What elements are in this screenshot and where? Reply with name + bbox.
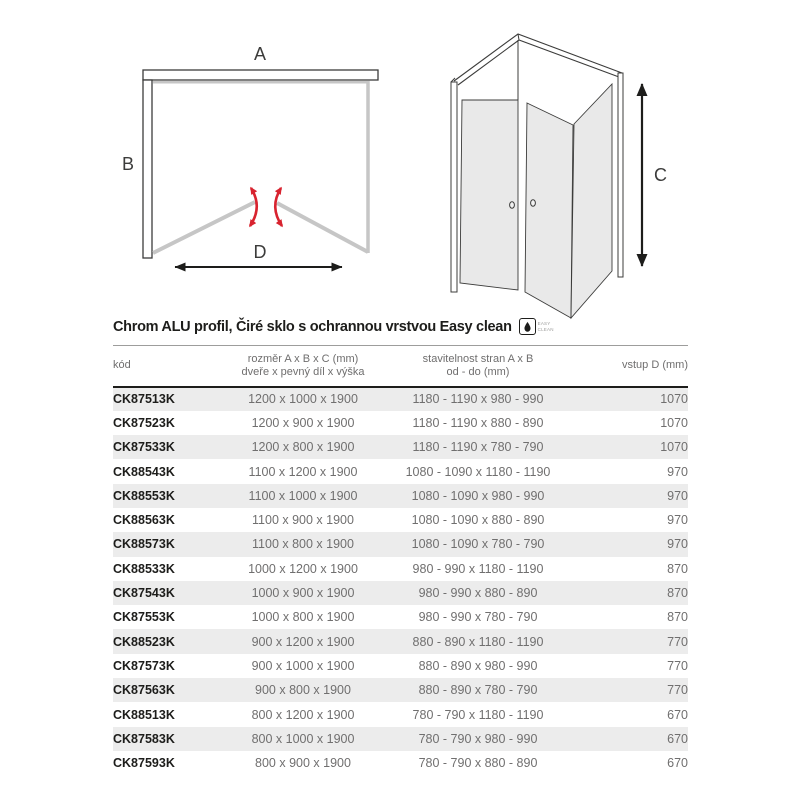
table-row: [113, 678, 688, 702]
table-row: [113, 508, 688, 532]
cell-stavitelnost: 880 - 890 x 780 - 790: [418, 683, 538, 698]
header-stavitelnost: stavitelnost stran A x B od - do (mm): [422, 352, 534, 378]
header-kod: kód: [113, 359, 131, 372]
title-row: [113, 318, 688, 335]
cell-vstup: 870: [667, 586, 688, 601]
cell-kod: CK88533K: [113, 561, 175, 576]
cell-rozmer: 800 x 1200 x 1900: [251, 707, 355, 722]
table-row: [113, 702, 688, 726]
table-row: [113, 557, 688, 581]
table-row: [113, 727, 688, 751]
cell-kod: CK88563K: [113, 513, 175, 528]
table-row: [113, 581, 688, 605]
cell-vstup: 770: [667, 634, 688, 649]
cell-stavitelnost: 880 - 890 x 1180 - 1190: [412, 634, 544, 649]
door-right: [277, 203, 368, 252]
cell-vstup: 670: [667, 731, 688, 746]
cell-vstup: 1070: [660, 415, 688, 430]
cell-rozmer: 800 x 1000 x 1900: [251, 731, 355, 746]
glass-door-right: [525, 103, 573, 318]
profile-left: [451, 82, 457, 292]
page-title: Chrom ALU profil, Čiré sklo s ochrannou vrstvou Easy clean: [113, 318, 512, 335]
cell-stavitelnost: 1080 - 1090 x 980 - 990: [411, 488, 545, 503]
cell-rozmer: 1100 x 800 x 1900: [252, 537, 354, 552]
cell-rozmer: 1200 x 1000 x 1900: [248, 392, 358, 407]
cell-vstup: 970: [667, 537, 688, 552]
table-row: [113, 387, 688, 411]
cell-kod: CK87533K: [113, 440, 175, 455]
handle-left-icon: [510, 202, 515, 208]
cell-kod: CK87593K: [113, 756, 175, 771]
cell-vstup: 670: [667, 756, 688, 771]
cell-stavitelnost: 980 - 990 x 880 - 890: [418, 586, 538, 601]
water-drop-icon: [519, 318, 536, 335]
table-row: [113, 435, 688, 459]
cell-kod: CK87573K: [113, 658, 175, 673]
header-rozmer: rozměr A x B x C (mm) dveře x pevný díl x výška: [241, 352, 365, 378]
header-vstup: vstup D (mm): [622, 359, 688, 372]
glass-side-panel: [571, 84, 612, 318]
cell-kod: CK87583K: [113, 731, 175, 746]
label-b: B: [121, 154, 135, 174]
table-body: [113, 387, 688, 776]
cell-rozmer: 900 x 800 x 1900: [255, 683, 351, 698]
cell-stavitelnost: 780 - 790 x 1180 - 1190: [412, 707, 544, 722]
cell-vstup: 970: [667, 464, 688, 479]
table-row: [113, 654, 688, 678]
cell-vstup: 870: [667, 610, 688, 625]
profile-left-cap: [451, 78, 455, 82]
cell-rozmer: 900 x 1000 x 1900: [251, 658, 355, 673]
easy-clean-label: EASY CLEAN: [537, 321, 554, 332]
cell-kod: CK87513K: [113, 392, 175, 407]
cell-kod: CK88553K: [113, 488, 175, 503]
cell-rozmer: 1000 x 1200 x 1900: [248, 561, 358, 576]
cell-stavitelnost: 1080 - 1090 x 1180 - 1190: [405, 464, 551, 479]
cell-vstup: 970: [667, 488, 688, 503]
cell-stavitelnost: 1180 - 1190 x 980 - 990: [412, 392, 544, 407]
perspective-diagram: [430, 20, 680, 325]
glass-door-left: [460, 100, 518, 290]
cell-stavitelnost: 780 - 790 x 880 - 890: [418, 756, 538, 771]
profile-right: [618, 73, 623, 277]
cell-kod: CK88543K: [113, 464, 175, 479]
cell-stavitelnost: 1080 - 1090 x 780 - 790: [411, 537, 545, 552]
cell-rozmer: 800 x 900 x 1900: [255, 756, 351, 771]
cell-vstup: 970: [667, 513, 688, 528]
cell-vstup: 770: [667, 658, 688, 673]
label-a: A: [253, 44, 267, 64]
cell-kod: CK87563K: [113, 683, 175, 698]
frame-top-outer: [454, 34, 622, 81]
cell-vstup: 870: [667, 561, 688, 576]
table-row: [113, 751, 688, 775]
cell-stavitelnost: 780 - 790 x 980 - 990: [418, 731, 538, 746]
cell-vstup: 1070: [660, 440, 688, 455]
cell-kod: CK87523K: [113, 415, 175, 430]
cell-vstup: 770: [667, 683, 688, 698]
cell-stavitelnost: 1180 - 1190 x 880 - 890: [412, 415, 544, 430]
door-left: [153, 202, 255, 253]
cell-rozmer: 1200 x 800 x 1900: [251, 440, 355, 455]
top-view-diagram: [110, 30, 400, 290]
easy-clean-badge: [519, 318, 554, 335]
cell-rozmer: 1200 x 900 x 1900: [251, 415, 355, 430]
handle-right-icon: [531, 200, 536, 206]
cell-stavitelnost: 980 - 990 x 1180 - 1190: [412, 561, 544, 576]
table-row: [113, 484, 688, 508]
fold-arrow-left-icon: [250, 188, 257, 226]
table-header-row: [113, 346, 688, 387]
label-c: C: [654, 165, 667, 185]
table-row: [113, 532, 688, 556]
table-row: [113, 629, 688, 653]
cell-vstup: 670: [667, 707, 688, 722]
cell-kod: CK88573K: [113, 537, 175, 552]
wall-b: [143, 80, 152, 258]
spec-table: [113, 345, 688, 775]
cell-vstup: 1070: [660, 392, 688, 407]
cell-stavitelnost: 980 - 990 x 780 - 790: [418, 610, 538, 625]
cell-kod: CK87553K: [113, 610, 175, 625]
cell-stavitelnost: 1180 - 1190 x 780 - 790: [412, 440, 544, 455]
table-row: [113, 605, 688, 629]
table-row: [113, 459, 688, 483]
cell-rozmer: 1100 x 900 x 1900: [252, 513, 354, 528]
cell-rozmer: 1000 x 800 x 1900: [251, 610, 355, 625]
cell-kod: CK88523K: [113, 634, 175, 649]
cell-stavitelnost: 880 - 890 x 980 - 990: [418, 658, 538, 673]
cell-kod: CK87543K: [113, 586, 175, 601]
cell-stavitelnost: 1080 - 1090 x 880 - 890: [411, 513, 545, 528]
cell-rozmer: 900 x 1200 x 1900: [251, 634, 355, 649]
cell-kod: CK88513K: [113, 707, 175, 722]
wall-a: [143, 70, 378, 80]
cell-rozmer: 1100 x 1200 x 1900: [248, 464, 358, 479]
cell-rozmer: 1000 x 900 x 1900: [251, 586, 355, 601]
cell-rozmer: 1100 x 1000 x 1900: [248, 488, 358, 503]
label-d: D: [253, 242, 267, 262]
table-row: [113, 411, 688, 435]
